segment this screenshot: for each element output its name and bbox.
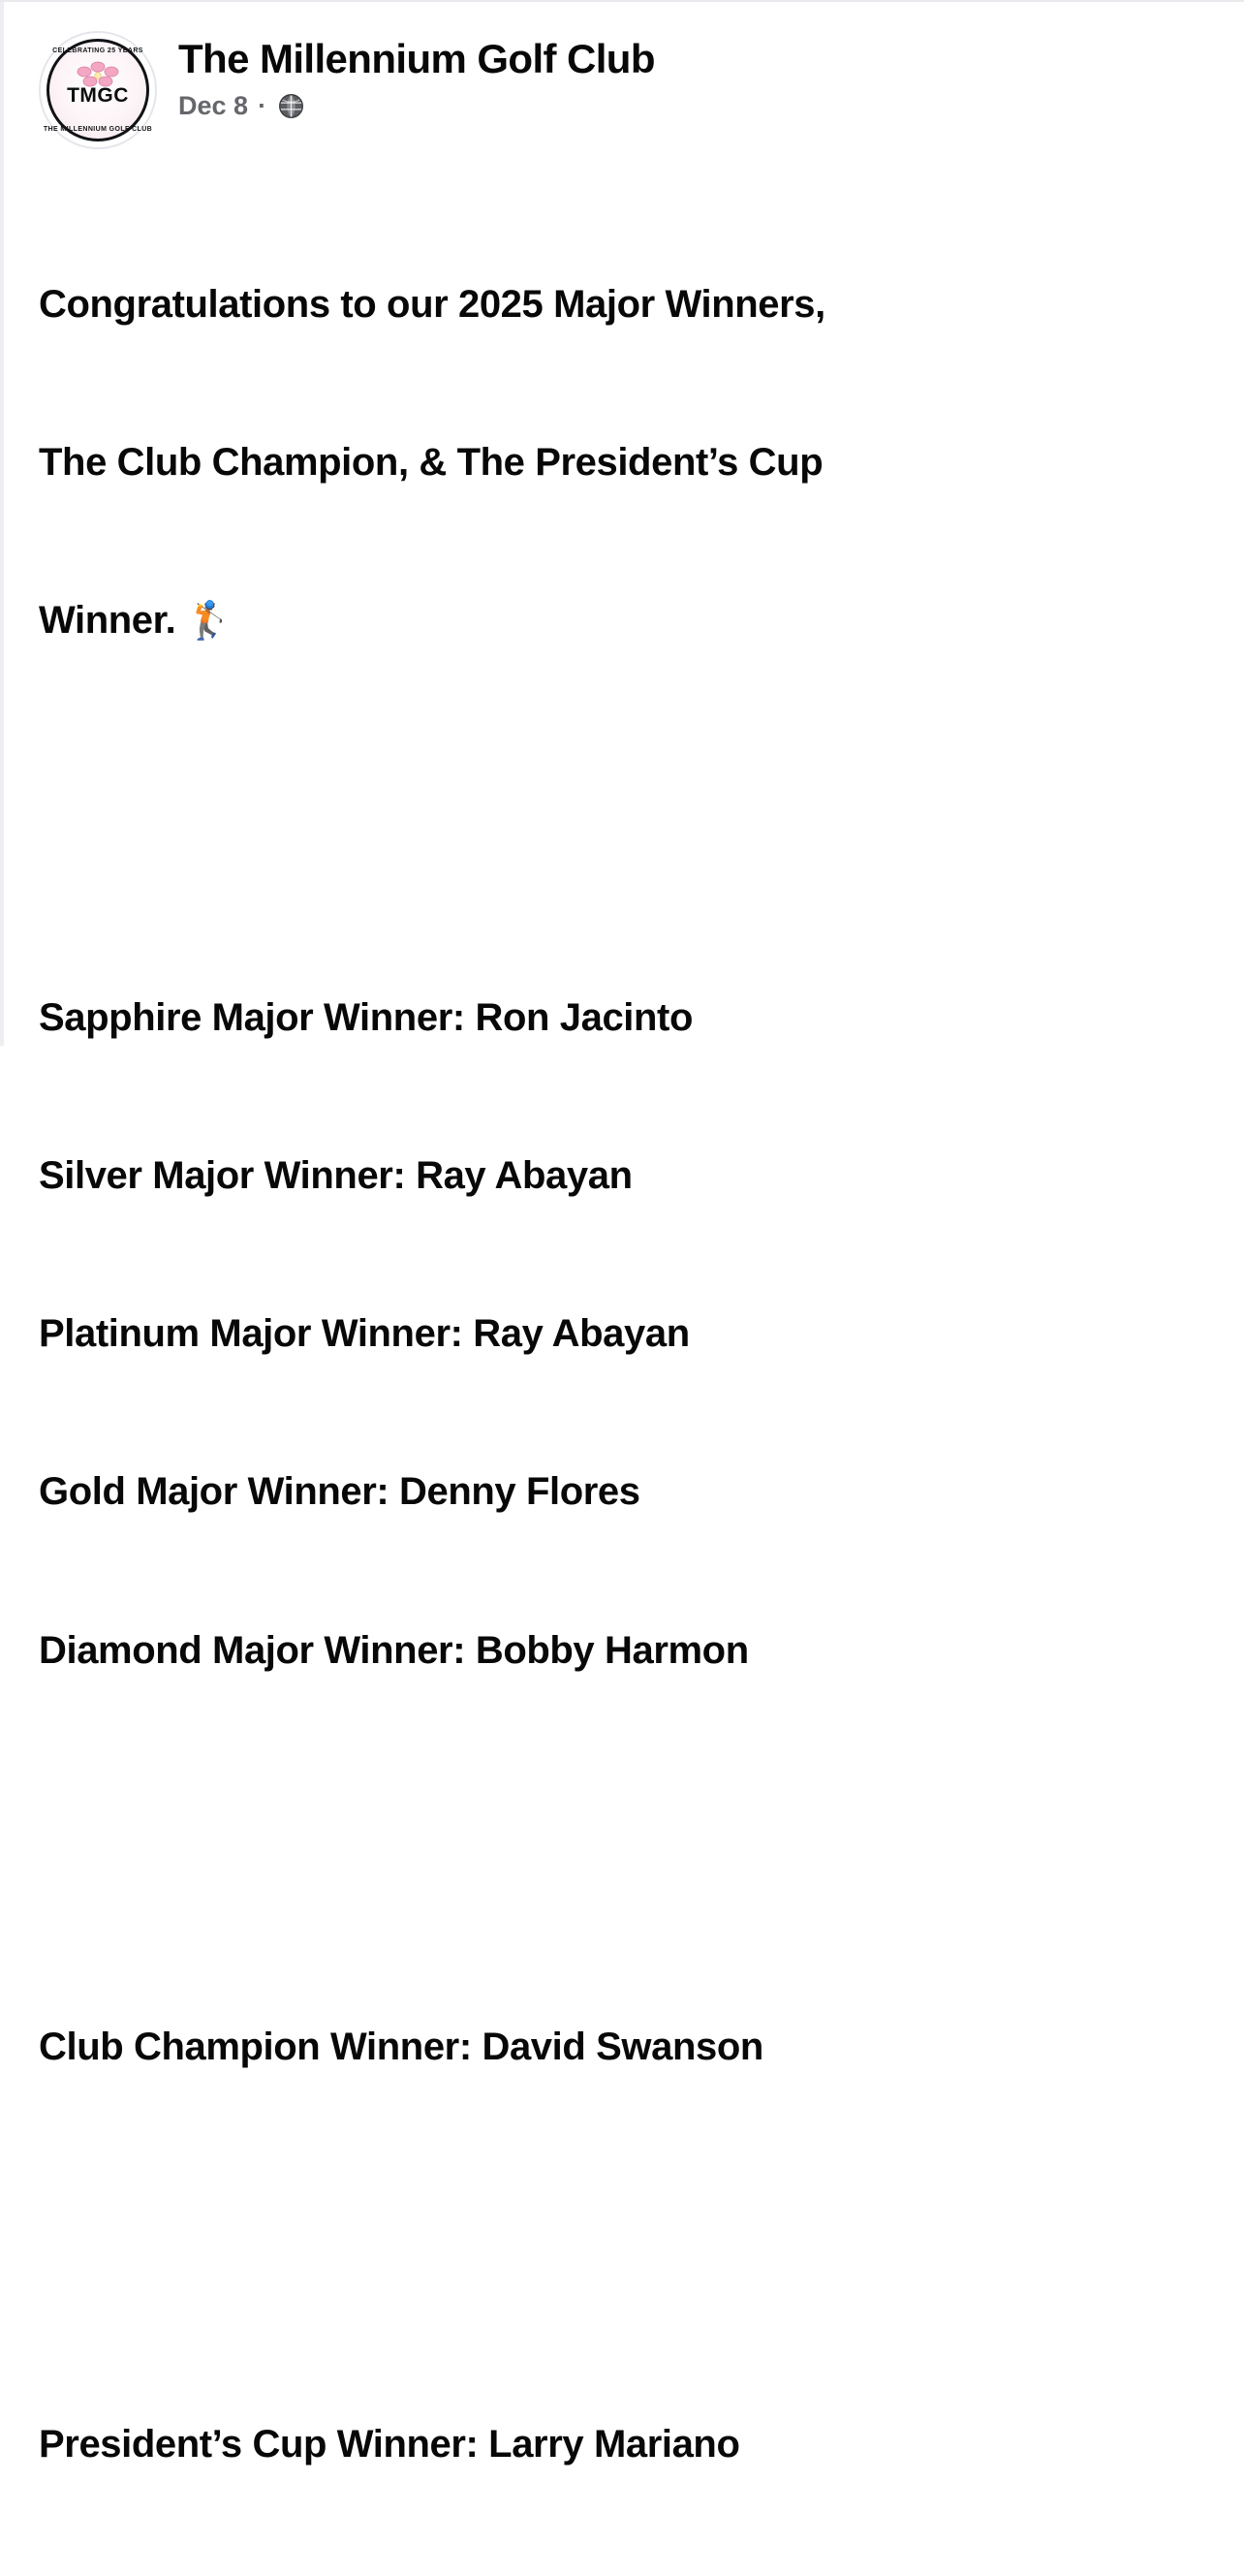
post-date[interactable]: Dec 8: [178, 90, 249, 120]
winner-line: Diamond Major Winner: Bobby Harmon: [39, 1628, 749, 1672]
post-intro-line-3: [39, 594, 1209, 647]
winner-line: Gold Major Winner: Denny Flores: [39, 1470, 640, 1514]
meta-separator: ·: [258, 90, 267, 120]
post-meta: [178, 91, 655, 120]
spacer-1: [39, 805, 1209, 833]
post-header: [39, 31, 1209, 149]
page-title[interactable]: The Millennium Golf Club: [178, 36, 655, 81]
presidents-cup-line: President’s Cup Winner: Larry Mariano: [39, 2422, 740, 2466]
club-champion-line: Club Champion Winner: David Swanson: [39, 2026, 763, 2069]
winner-line: Silver Major Winner: Ray Abayan: [39, 1154, 633, 1198]
post-body: [39, 173, 1209, 2576]
avatar[interactable]: [39, 31, 157, 149]
winner-line: Platinum Major Winner: Ray Abayan: [39, 1312, 690, 1356]
post-intro-line-3-text: Winner.: [39, 599, 176, 643]
globe-icon[interactable]: [276, 91, 305, 120]
spacer-3: [39, 2232, 1209, 2260]
golfer-emoji: 🏌️: [186, 601, 232, 643]
post-intro-line-2: The Club Champion, & The President’s Cup: [39, 440, 824, 484]
winner-line: Sapphire Major Winner: Ron Jacinto: [39, 995, 693, 1039]
avatar-ring-bottom-text: THE MILLENNIUM GOLF CLUB: [43, 126, 153, 133]
avatar-monogram: TMGC: [67, 84, 129, 107]
facebook-post: [4, 2, 1244, 2576]
post-intro-line-1: Congratulations to our 2025 Major Winners,: [39, 282, 825, 326]
header-text-block: [178, 31, 655, 120]
avatar-ring-top-text: CELEBRATING 25 YEARS: [52, 47, 143, 54]
spacer-2: [39, 1835, 1209, 1863]
